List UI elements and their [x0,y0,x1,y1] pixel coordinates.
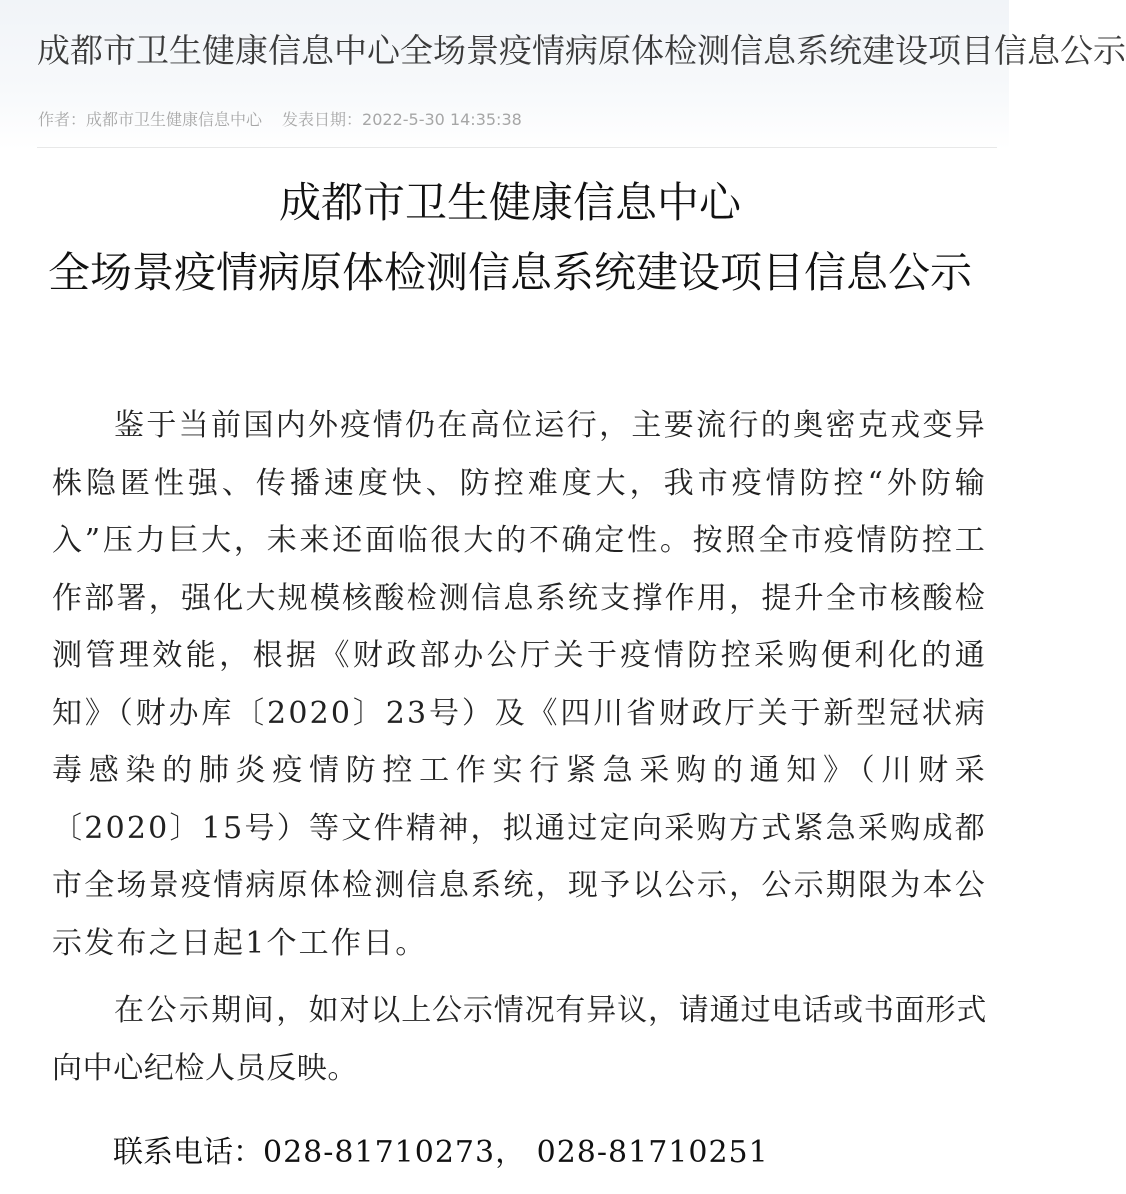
author-name: 成都市卫生健康信息中心 [86,110,263,129]
contact-phone-numbers: 028-81710273， 028-81710251 [263,1135,769,1170]
body-paragraph-objection [52,982,987,1097]
objection-lead: 在公示期间， [114,993,309,1028]
page-header [0,0,1126,150]
publish-date: 2022-5-30 14:35:38 [362,110,522,129]
body-paragraph-notice: 鉴于当前国内外疫情仍在高位运行，主要流行的奥密克戎变异株隐匿性强、传播速度快、防控难度大，我市疫情防控“外防输入”压力巨大，未来还面临很大的不确定性。按照全市疫情防控工作部署，强化大规模核酸检测信息系统支撑作用，提升全市核酸检测管理效能，根据《财政部办公厅关于疫情防控采购便利化的通知》（财办库〔2020〕23号）及《四川省财政厅关于新型冠状病毒感染的肺炎疫情防控工作实行紧急采购的通知》（川财采〔2020〕15号）等文件精神，拟通过定向采购方式紧急采购成都市全场景疫情病原体检测信息系统，现予以公示，公示期限为本公示发布之日起1个工作日。 [52,408,987,961]
contact-phone-line [113,1124,769,1181]
article-meta [38,108,522,132]
publish-date-label: 发表日期： [282,110,363,129]
header-divider [37,147,997,148]
heading-line-organization: 成都市卫生健康信息中心 [278,178,741,227]
author-label: 作者： [38,110,87,129]
contact-phone-label: 联系电话： [113,1135,263,1170]
document-heading [40,168,980,308]
heading-line-subject: 全场景疫情病原体检测信息系统建设项目信息公示 [47,248,972,297]
page-title: 成都市卫生健康信息中心全场景疫情病原体检测信息系统建设项目信息公示 [37,31,1126,70]
objection-text: 如对以上公示情况有异议，请通过电话或书面形式向中心纪检人员反映。 [52,993,987,1086]
